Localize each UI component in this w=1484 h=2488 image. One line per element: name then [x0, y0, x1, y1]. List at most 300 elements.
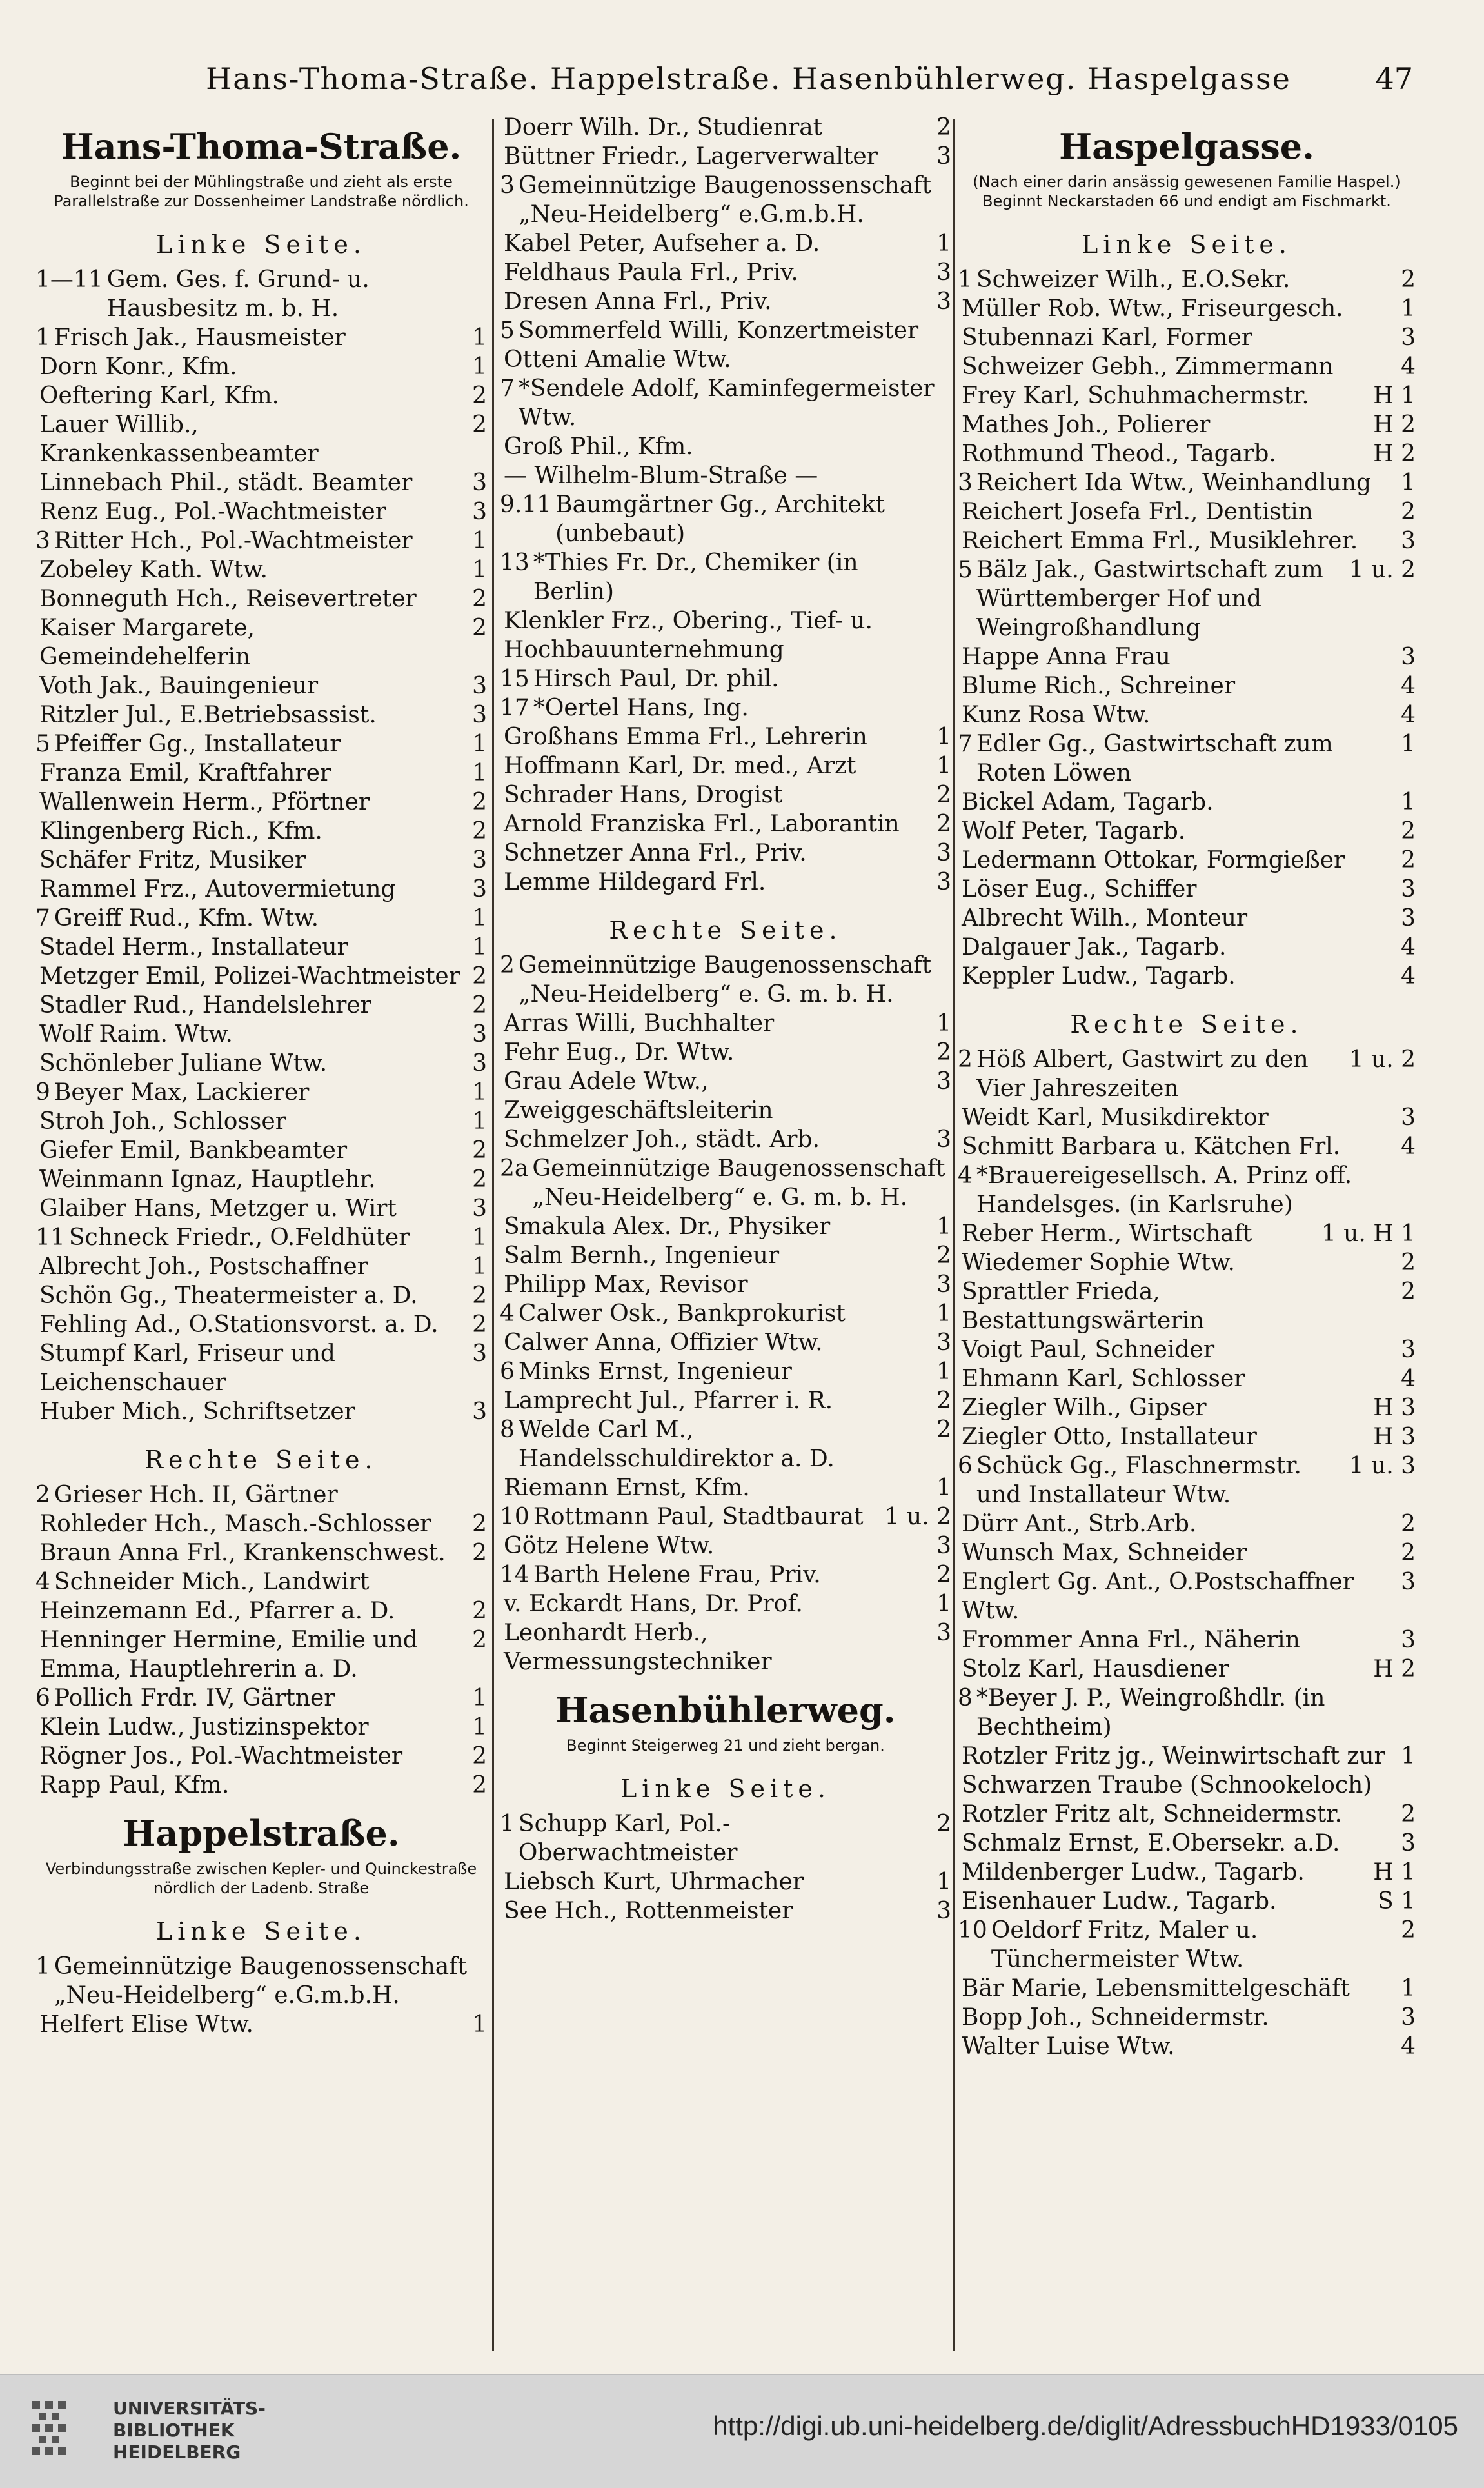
floor-number: 2	[472, 1627, 487, 1653]
floor-number: 3	[472, 1340, 487, 1367]
resident-text: v. Eckardt Hans, Dr. Prof.	[504, 1591, 803, 1617]
resident-entry	[35, 1020, 487, 1049]
resident-entry	[35, 1684, 487, 1713]
resident-entry	[35, 381, 487, 410]
side-heading: Rechte Seite.	[144, 1446, 378, 1474]
resident-text: Reber Herm., Wirtschaft	[962, 1220, 1252, 1247]
resident-entry	[500, 1560, 951, 1589]
resident-text: Rammel Frz., Autovermietung	[39, 876, 396, 902]
resident-entry	[35, 1136, 487, 1165]
resident-text: Happe Anna Frau	[962, 644, 1171, 670]
floor-number: 3	[472, 1195, 487, 1222]
house-number: 1	[35, 324, 50, 351]
resident-text: Giefer Emil, Bankbeamter	[39, 1137, 348, 1164]
resident-entry	[500, 1212, 951, 1241]
resident-text: Feldhaus Paula Frl., Priv.	[504, 259, 798, 286]
resident-text: Kunz Rosa Wtw.	[962, 702, 1151, 728]
resident-text: Wallenwein Herm., Pförtner	[39, 789, 370, 815]
resident-text: Mathes Joh., Polierer	[962, 412, 1211, 438]
floor-number: 1	[936, 753, 951, 779]
resident-text: Gemeinnützige Baugenossenschaft „Neu-Heidelberg“ e. G. m. b. H.	[532, 1155, 945, 1211]
resident-text: Pfeiffer Gg., Installateur	[54, 731, 341, 757]
floor-number: 4	[1401, 934, 1416, 960]
floor-number: 2	[472, 1511, 487, 1537]
floor-number: 2	[472, 383, 487, 409]
floor-number: 3	[1401, 1830, 1416, 1856]
resident-text: Ritzler Jul., E.Betriebsassist.	[39, 702, 377, 728]
resident-text: Bopp Joh., Schneidermstr.	[962, 2004, 1269, 2031]
floor-number: 2	[936, 1562, 951, 1588]
resident-entry	[35, 1194, 487, 1223]
resident-text: Riemann Ernst, Kfm.	[504, 1475, 750, 1501]
floor-number: 2	[472, 1166, 487, 1193]
floor-number: 2	[1401, 1917, 1416, 1944]
resident-entry	[958, 1335, 1416, 1364]
floor-number: 1 u. H 1	[1321, 1220, 1416, 1247]
floor-number: 1	[472, 1224, 487, 1251]
resident-entry	[35, 584, 487, 613]
resident-entry	[958, 294, 1416, 323]
resident-entry	[958, 1161, 1416, 1219]
resident-entry	[500, 461, 951, 490]
resident-entry	[958, 555, 1416, 642]
resident-entry	[35, 1049, 487, 1078]
resident-entry	[958, 1364, 1416, 1393]
resident-entry	[500, 171, 951, 229]
resident-entry	[35, 817, 487, 846]
resident-text: Rotzler Fritz jg., Weinwirtschaft zur Schwarzen Traube (Schnookeloch)	[962, 1743, 1385, 1798]
resident-text: Stadler Rud., Handelslehrer	[39, 992, 371, 1019]
floor-number: 2	[936, 1388, 951, 1414]
resident-text: Sprattler Frieda, Bestattungswärterin	[962, 1279, 1205, 1334]
resident-entry	[500, 1867, 951, 1896]
floor-number: 1 u. 3	[1349, 1453, 1416, 1479]
resident-entry	[500, 1589, 951, 1618]
resident-entry	[35, 352, 487, 381]
resident-entry	[35, 526, 487, 555]
floor-number: 4	[1401, 1133, 1416, 1160]
resident-text: Leonhardt Herb., Vermessungstechniker	[504, 1620, 772, 1675]
resident-text: Eisenhauer Ludw., Tagarb.	[962, 1888, 1277, 1915]
resident-entry	[500, 722, 951, 751]
floor-number: 1	[936, 1591, 951, 1617]
resident-entry	[35, 1567, 487, 1597]
floor-number: 1	[936, 230, 951, 257]
resident-entry	[958, 904, 1416, 933]
resident-text: Dresen Anna Frl., Priv.	[504, 288, 772, 315]
resident-text: Schweizer Gebh., Zimmermann	[962, 353, 1334, 380]
floor-number: 1	[936, 1358, 951, 1385]
resident-entry	[35, 2010, 487, 2039]
floor-number: 3	[936, 1620, 951, 1646]
page-header	[77, 61, 1420, 113]
resident-text: Calwer Osk., Bankprokurist	[518, 1300, 846, 1327]
house-number: 8	[500, 1417, 515, 1443]
resident-entry	[500, 606, 951, 664]
floor-number: 3	[472, 1398, 487, 1425]
resident-text: — Wilhelm-Blum-Straße —	[504, 463, 818, 489]
resident-text: Bonneguth Hch., Reisevertreter	[39, 586, 417, 612]
resident-text: Gem. Ges. f. Grund- u. Hausbesitz m. b. H.	[106, 266, 370, 322]
house-number: 8	[958, 1685, 973, 1711]
floor-number: 2	[472, 1311, 487, 1338]
floor-number: 2	[472, 412, 487, 438]
resident-text: Wolf Peter, Tagarb.	[962, 818, 1186, 844]
side-heading: Linke Seite.	[156, 1917, 366, 1946]
street-heading: Hans-Thoma-Straße.	[61, 126, 462, 167]
floor-number: 1 u. 2	[1349, 1046, 1416, 1073]
floor-number: 3	[1401, 324, 1416, 351]
resident-text: Kabel Peter, Aufseher a. D.	[504, 230, 820, 257]
resident-text: Lamprecht Jul., Pfarrer i. R.	[504, 1388, 833, 1414]
resident-text: Edler Gg., Gastwirtschaft zum Roten Löwen	[976, 731, 1333, 786]
resident-text: Dorn Konr., Kfm.	[39, 353, 237, 380]
resident-text: Stadel Herm., Installateur	[39, 934, 348, 960]
resident-text: *Oertel Hans, Ing.	[533, 695, 749, 721]
floor-number: 1	[472, 2011, 487, 2038]
resident-text: Fehling Ad., O.Stationsvorst. a. D.	[39, 1311, 439, 1338]
floor-number: 1	[1401, 470, 1416, 496]
resident-entry	[35, 1078, 487, 1107]
resident-entry	[35, 904, 487, 933]
resident-entry	[500, 1270, 951, 1299]
floor-number: 3	[1401, 644, 1416, 670]
resident-entry	[35, 788, 487, 817]
resident-text: Ehmann Karl, Schlosser	[962, 1366, 1245, 1392]
floor-number: 2	[1401, 266, 1416, 293]
resident-entry	[958, 1742, 1416, 1800]
floor-number: 3	[936, 259, 951, 286]
house-number: 2	[35, 1482, 50, 1508]
resident-entry	[500, 693, 951, 722]
resident-entry	[35, 846, 487, 875]
column-3	[958, 113, 1416, 2061]
house-number: 1	[35, 1953, 50, 1980]
resident-entry	[958, 1858, 1416, 1887]
resident-entry	[958, 817, 1416, 846]
floor-number: 3	[1401, 1104, 1416, 1131]
resident-entry	[958, 642, 1416, 672]
house-number: 4	[958, 1162, 973, 1189]
column-divider-2	[953, 119, 955, 2351]
floor-number: 1	[1401, 789, 1416, 815]
resident-entry	[958, 933, 1416, 962]
resident-text: Baumgärtner Gg., Architekt (unbebaut)	[555, 492, 885, 547]
running-title: Hans-Thoma-Straße. Happelstraße. Hasenbühlerweg. Haspelgasse	[206, 61, 1291, 96]
floor-number: 2	[936, 782, 951, 808]
house-number: 4	[35, 1569, 50, 1595]
floor-number: 2	[936, 1039, 951, 1066]
resident-entry	[958, 1800, 1416, 1829]
floor-number: 1	[1401, 1743, 1416, 1769]
house-number: 5	[35, 731, 50, 757]
column-divider-1	[492, 119, 494, 2351]
resident-entry	[958, 846, 1416, 875]
floor-number: 1	[472, 1714, 487, 1740]
resident-text: Löser Eug., Schiffer	[962, 876, 1197, 902]
side-heading: Linke Seite.	[620, 1775, 831, 1803]
street-heading: Happelstraße.	[123, 1813, 400, 1854]
resident-text: Welde Carl M., Handelsschuldirektor a. D.	[518, 1417, 835, 1472]
floor-number: 1	[472, 528, 487, 554]
floor-number: 3	[936, 1271, 951, 1298]
resident-text: Greiff Rud., Kfm. Wtw.	[54, 905, 319, 931]
floor-number: 2	[936, 1811, 951, 1837]
resident-text: Wunsch Max, Schneider	[962, 1540, 1247, 1566]
house-number: 6	[958, 1453, 973, 1479]
resident-text: Henninger Hermine, Emilie und Emma, Hauptlehrerin a. D.	[39, 1627, 418, 1682]
resident-entry	[500, 839, 951, 868]
side-heading: Rechte Seite.	[609, 916, 842, 944]
resident-text: Renz Eug., Pol.-Wachtmeister	[39, 499, 386, 525]
resident-text: Stolz Karl, Hausdiener	[962, 1656, 1229, 1682]
house-number: 1	[500, 1811, 515, 1837]
floor-number: 3	[1401, 1569, 1416, 1595]
floor-number: 2	[472, 1137, 487, 1164]
resident-text: Schmelzer Joh., städt. Arb.	[504, 1126, 820, 1153]
resident-text: Götz Helene Wtw.	[504, 1533, 715, 1559]
house-number: 7	[35, 905, 50, 931]
resident-text: Sommerfeld Willi, Konzertmeister	[518, 317, 919, 344]
floor-number: 2	[1401, 1279, 1416, 1305]
floor-number: 1 u. 2	[884, 1504, 951, 1530]
floor-number: H 2	[1373, 1656, 1416, 1682]
floor-number: 3	[1401, 905, 1416, 931]
floor-number: 2	[1401, 847, 1416, 873]
column-2	[500, 113, 951, 1926]
house-number: 3	[500, 172, 515, 199]
resident-entry	[958, 1393, 1416, 1422]
resident-text: Heinzemann Ed., Pfarrer a. D.	[39, 1598, 395, 1624]
floor-number: 2	[472, 789, 487, 815]
resident-text: Smakula Alex. Dr., Physiker	[504, 1213, 831, 1240]
resident-entry	[958, 1045, 1416, 1103]
floor-number: 1	[472, 1079, 487, 1106]
resident-entry	[958, 2032, 1416, 2061]
house-number: 14	[500, 1562, 529, 1588]
resident-text: Klenkler Frz., Obering., Tief- u. Hochbauunternehmung	[504, 608, 873, 663]
house-number: 6	[500, 1358, 515, 1385]
resident-text: Glaiber Hans, Metzger u. Wirt	[39, 1195, 397, 1222]
resident-text: Grau Adele Wtw., Zweiggeschäftsleiterin	[504, 1068, 773, 1124]
resident-entry	[958, 1916, 1416, 1974]
resident-entry	[500, 1299, 951, 1328]
floor-number: 1 u. 2	[1349, 557, 1416, 583]
floor-number: 4	[1401, 353, 1416, 380]
resident-text: Weidt Karl, Musikdirektor	[962, 1104, 1269, 1131]
resident-entry	[958, 323, 1416, 352]
resident-entry	[500, 1415, 951, 1473]
resident-text: *Brauereigesellsch. A. Prinz off. Handelsges. (in Karlsruhe)	[976, 1162, 1352, 1218]
resident-text: Kaiser Margarete, Gemeindehelferin	[39, 615, 255, 670]
resident-text: Bälz Jak., Gastwirtschaft zum Württemberger Hof und Weingroßhandlung	[976, 557, 1323, 641]
floor-number: 1	[472, 905, 487, 931]
floor-number: 3	[472, 847, 487, 873]
floor-number: H 2	[1373, 412, 1416, 438]
resident-text: Frey Karl, Schuhmachermstr.	[962, 383, 1309, 409]
resident-entry	[35, 1713, 487, 1742]
resident-text: Franza Emil, Kraftfahrer	[39, 760, 331, 786]
resident-text: Schmalz Ernst, E.Obersekr. a.D.	[962, 1830, 1340, 1856]
resident-entry	[958, 1655, 1416, 1684]
resident-text: Schmitt Barbara u. Kätchen Frl.	[962, 1133, 1341, 1160]
resident-entry	[35, 1397, 487, 1426]
resident-entry	[500, 751, 951, 781]
floor-number: 3	[472, 1050, 487, 1077]
resident-entry	[500, 548, 951, 606]
floor-number: 1	[936, 1300, 951, 1327]
house-number: 2	[958, 1046, 973, 1073]
resident-entry	[35, 1310, 487, 1339]
house-number: 9	[35, 1079, 50, 1106]
resident-entry	[958, 788, 1416, 817]
resident-text: Otteni Amalie Wtw.	[504, 346, 731, 373]
floor-number: 1	[936, 1475, 951, 1501]
floor-number: H 3	[1373, 1424, 1416, 1450]
resident-entry	[35, 962, 487, 991]
house-number: 6	[35, 1685, 50, 1711]
resident-text: Metzger Emil, Polizei-Wachtmeister	[39, 963, 460, 990]
floor-number: 3	[472, 673, 487, 699]
floor-number: 2	[1401, 1801, 1416, 1827]
floor-number: 1	[936, 724, 951, 750]
resident-entry	[35, 875, 487, 904]
resident-entry	[500, 868, 951, 897]
resident-entry	[500, 1896, 951, 1926]
resident-entry	[500, 664, 951, 693]
resident-text: Stubennazi Karl, Former	[962, 324, 1252, 351]
resident-entry	[958, 352, 1416, 381]
resident-text: Schneck Friedr., O.Feldhüter	[68, 1224, 410, 1251]
resident-entry	[500, 1386, 951, 1415]
floor-number: 2	[1401, 1511, 1416, 1537]
resident-entry	[500, 258, 951, 287]
floor-number: 2	[472, 1540, 487, 1566]
resident-entry	[35, 1626, 487, 1684]
resident-text: Ziegler Otto, Installateur	[962, 1424, 1257, 1450]
resident-text: Höß Albert, Gastwirt zu den Vier Jahreszeiten	[976, 1046, 1309, 1102]
floor-number: 1	[472, 353, 487, 380]
resident-entry	[958, 1509, 1416, 1538]
floor-number: 2	[472, 963, 487, 990]
floor-number: 2	[936, 114, 951, 141]
floor-number: H 2	[1373, 441, 1416, 467]
resident-text: Zobeley Kath. Wtw.	[39, 557, 268, 583]
street-heading: Hasenbühlerweg.	[555, 1689, 896, 1731]
floor-number: 2	[472, 1282, 487, 1309]
resident-entry	[958, 1567, 1416, 1626]
resident-entry	[500, 1502, 951, 1531]
resident-text: Minks Ernst, Ingenieur	[518, 1358, 792, 1385]
floor-number: 2	[472, 818, 487, 844]
street-description: Beginnt bei der Mühlingstraße und zieht als erste Parallelstraße zur Dossenheimer Landstraße nördlich.	[54, 173, 469, 210]
resident-text: Oeftering Karl, Kfm.	[39, 383, 280, 409]
house-number: 7	[500, 375, 515, 402]
floor-number: 3	[1401, 2004, 1416, 2031]
resident-text: *Sendele Adolf, Kaminfegermeister Wtw.	[518, 375, 935, 431]
resident-entry	[958, 1422, 1416, 1451]
resident-entry	[35, 1509, 487, 1538]
floor-number: 2	[472, 1743, 487, 1769]
resident-text: Arras Willi, Buchhalter	[504, 1010, 775, 1037]
house-number: 9.11	[500, 492, 552, 518]
resident-entry	[35, 672, 487, 701]
resident-text: Albrecht Wilh., Monteur	[962, 905, 1248, 931]
resident-entry	[35, 613, 487, 672]
floor-number: 4	[1401, 702, 1416, 728]
floor-number: 1	[1401, 731, 1416, 757]
floor-number: 1	[472, 324, 487, 351]
resident-text: Albrecht Joh., Postschaffner	[39, 1253, 368, 1280]
resident-entry	[958, 1248, 1416, 1277]
resident-entry	[500, 287, 951, 316]
resident-text: Schnetzer Anna Frl., Priv.	[504, 840, 807, 866]
floor-number: 1	[1401, 295, 1416, 322]
resident-entry	[35, 1281, 487, 1310]
resident-text: Frisch Jak., Hausmeister	[54, 324, 346, 351]
resident-text: Reichert Emma Frl., Musiklehrer.	[962, 528, 1358, 554]
resident-entry	[500, 781, 951, 810]
floor-number: 3	[472, 876, 487, 902]
floor-number: 1	[936, 1213, 951, 1240]
resident-entry	[500, 374, 951, 432]
floor-number: 2	[1401, 1249, 1416, 1276]
resident-entry	[958, 497, 1416, 526]
resident-text: Büttner Friedr., Lagerverwalter	[504, 143, 878, 170]
resident-entry	[958, 1103, 1416, 1132]
resident-text: Calwer Anna, Offizier Wtw.	[504, 1329, 823, 1356]
resident-entry	[35, 497, 487, 526]
resident-entry	[958, 1538, 1416, 1567]
floor-number: 3	[472, 499, 487, 525]
resident-entry	[958, 730, 1416, 788]
resident-text: Wolf Raim. Wtw.	[39, 1021, 233, 1048]
resident-text: Liebsch Kurt, Uhrmacher	[504, 1869, 804, 1895]
resident-text: Klein Ludw., Justizinspektor	[39, 1714, 369, 1740]
resident-entry	[500, 1473, 951, 1502]
floor-number: 4	[1401, 963, 1416, 990]
floor-number: 2	[936, 1417, 951, 1443]
resident-entry	[500, 1357, 951, 1386]
resident-entry	[958, 1626, 1416, 1655]
side-heading: Linke Seite.	[1082, 230, 1292, 259]
resident-text: Linnebach Phil., städt. Beamter	[39, 470, 413, 496]
resident-entry	[500, 1154, 951, 1212]
resident-entry	[500, 1241, 951, 1270]
resident-entry	[35, 991, 487, 1020]
resident-entry	[958, 1887, 1416, 1916]
floor-number: 2	[472, 615, 487, 641]
resident-entry	[35, 555, 487, 584]
floor-number: 4	[1401, 2033, 1416, 2060]
library-line-3: HEIDELBERG	[113, 2442, 241, 2463]
floor-number: 2	[1401, 818, 1416, 844]
resident-entry	[500, 316, 951, 345]
resident-entry	[35, 933, 487, 962]
resident-text: Ritter Hch., Pol.-Wachtmeister	[54, 528, 413, 554]
side-heading: Rechte Seite.	[1070, 1010, 1303, 1039]
house-number: 1	[958, 266, 973, 293]
resident-text: Müller Rob. Wtw., Friseurgesch.	[962, 295, 1343, 322]
source-url-link[interactable]: http://digi.ub.uni-heidelberg.de/diglit/AdressbuchHD1933/0105	[713, 2411, 1458, 2441]
floor-number: 3	[472, 1021, 487, 1048]
resident-entry	[500, 1009, 951, 1038]
resident-text: Schupp Karl, Pol.-Oberwachtmeister	[518, 1811, 738, 1866]
resident-text: Rapp Paul, Kfm.	[39, 1772, 230, 1798]
floor-number: 2	[1401, 1540, 1416, 1566]
resident-text: Helfert Elise Wtw.	[39, 2011, 253, 2038]
resident-text: Stroh Joh., Schlosser	[39, 1108, 286, 1135]
